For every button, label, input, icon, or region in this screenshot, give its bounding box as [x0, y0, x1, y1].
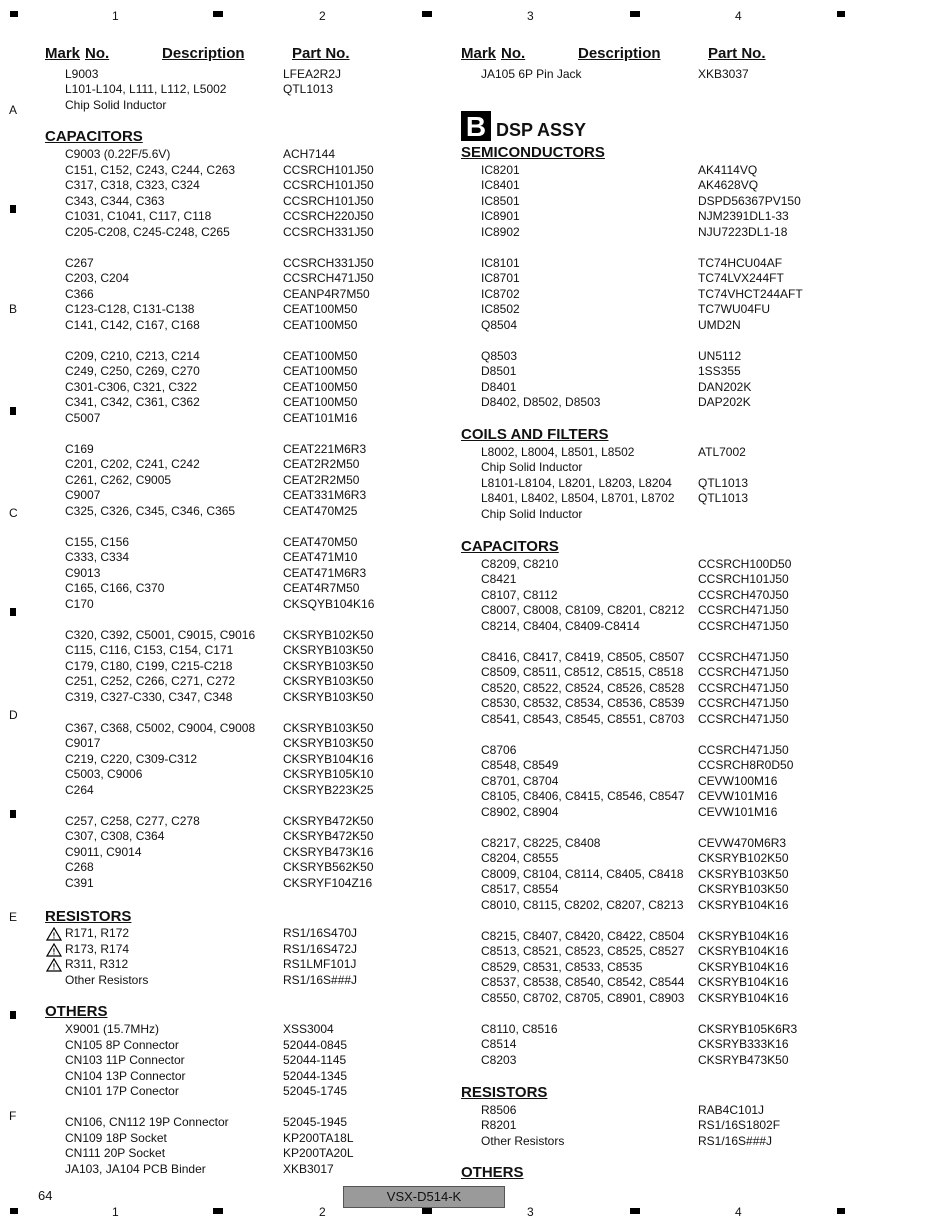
part-number: CEANP4R7M50: [283, 286, 370, 301]
part-description: C8530, C8532, C8534, C8536, C8539: [481, 696, 685, 710]
part-description: C8217, C8225, C8408: [481, 835, 601, 850]
part-number: DAP202K: [698, 395, 751, 409]
part-number: CEVW470M6R3: [698, 835, 787, 850]
part-description: C8550, C8702, C8705, C8901, C8903: [481, 990, 685, 1005]
part-description: C179, C180, C199, C215-C218: [65, 658, 233, 673]
safety-warning-icon: [46, 943, 62, 957]
row-letter: B: [9, 302, 18, 316]
part-number: 1SS355: [698, 364, 741, 378]
part-description: C319, C327-C330, C347, C348: [65, 689, 233, 704]
part-number: CEAT470M50: [283, 534, 358, 549]
part-description: L8002, L8004, L8501, L8502: [481, 444, 635, 459]
part-number: CCSRCH471J50: [698, 665, 789, 679]
part-description: Other Resistors: [65, 972, 149, 987]
part-number: CKSRYB103K50: [283, 658, 374, 673]
part-number: AK4628VQ: [698, 178, 759, 192]
part-description: R8506: [481, 1102, 517, 1117]
part-number: CKSRYB472K50: [283, 829, 374, 843]
header-part-no: Part No.: [292, 45, 350, 62]
part-description: C301-C306, C321, C322: [65, 379, 198, 394]
row-letter: F: [9, 1109, 17, 1123]
part-number: CKSRYB104K16: [283, 751, 374, 766]
part-number: RS1/16S###J: [698, 1133, 773, 1148]
part-description: IC8201: [481, 162, 520, 177]
part-description: C325, C326, C345, C346, C365: [65, 503, 236, 518]
part-description: CN103 11P Connector: [65, 1053, 185, 1067]
part-description: C8701, C8704: [481, 773, 559, 788]
header-mark: Mark: [461, 45, 497, 62]
others-heading: OTHERS: [461, 1164, 524, 1181]
part-description: C320, C392, C5001, C9015, C9016: [65, 627, 256, 642]
part-number: CCSRCH331J50: [283, 255, 374, 270]
part-number: CKSRYB105K6R3: [698, 1021, 798, 1036]
part-description: C257, C258, C277, C278: [65, 813, 200, 828]
capacitors-heading: CAPACITORS: [45, 128, 143, 145]
part-description: C367, C368, C5002, C9004, C9008: [65, 720, 256, 735]
part-number: 52045-1945: [283, 1115, 348, 1129]
part-number: KP200TA18L: [283, 1130, 354, 1145]
part-number: 52044-1345: [283, 1068, 348, 1083]
header-description: Description: [162, 45, 245, 62]
part-description: CN104 13P Connector: [65, 1068, 186, 1083]
part-description: C261, C262, C9005: [65, 472, 172, 487]
column-number: 4: [735, 9, 742, 23]
part-description: Q8504: [481, 317, 518, 332]
part-number: ACH7144: [283, 147, 336, 161]
header-no: No.: [85, 45, 110, 62]
part-description: CN101 17P Conector: [65, 1084, 179, 1098]
part-description: C8203: [481, 1052, 517, 1067]
part-description: C366: [65, 286, 94, 301]
part-description: IC8702: [481, 286, 520, 301]
registration-mark: [630, 11, 640, 17]
coils-heading: COILS AND FILTERS: [461, 426, 609, 443]
part-number: QTL1013: [698, 491, 749, 505]
part-description: C8204, C8555: [481, 851, 559, 865]
capacitors-heading: CAPACITORS: [461, 538, 559, 555]
part-description: C307, C308, C364: [65, 829, 165, 843]
part-description: C203, C204: [65, 271, 130, 285]
part-description: C151, C152, C243, C244, C263: [65, 162, 236, 177]
part-number: CEAT4R7M50: [283, 581, 360, 595]
part-description: C205-C208, C245-C248, C265: [65, 224, 230, 239]
part-description: JA103, JA104 PCB Binder: [65, 1161, 206, 1176]
part-description: C9003 (0.22F/5.6V): [65, 147, 171, 161]
part-description: C8421: [481, 572, 517, 586]
part-description: CN111 20P Socket: [65, 1146, 166, 1160]
part-number: CCSRCH220J50: [283, 209, 374, 223]
part-number: ATL7002: [698, 444, 746, 459]
part-number: CCSRCH470J50: [698, 587, 789, 602]
part-description: C343, C344, C363: [65, 193, 165, 208]
part-number: TC74LVX244FT: [698, 271, 784, 285]
assy-title: DSP ASSY: [496, 120, 587, 140]
part-description: C251, C252, C266, C271, C272: [65, 674, 236, 688]
header-no: No.: [501, 45, 526, 62]
part-number: CKSRYB105K10: [283, 767, 374, 781]
part-number: CEAT100M50: [283, 317, 358, 332]
part-number: CKSRYB473K50: [698, 1052, 789, 1067]
part-description: IC8501: [481, 193, 520, 208]
part-number: CEVW100M16: [698, 773, 778, 788]
part-description: C8541, C8543, C8545, C8551, C8703: [481, 711, 685, 726]
part-number: CKSRYB562K50: [283, 860, 374, 874]
part-description: C8548, C8549: [481, 758, 559, 772]
part-description: C8209, C8210: [481, 556, 559, 571]
part-number: XKB3037: [698, 66, 749, 81]
part-description: C8509, C8511, C8512, C8515, C8518: [481, 665, 684, 679]
part-description: Chip Solid Inductor: [481, 460, 583, 474]
part-number: CKSRYB102K50: [698, 851, 789, 865]
part-description: C5003, C9006: [65, 767, 143, 781]
part-number: CKSRYB103K50: [283, 674, 374, 688]
part-number: CKSRYB104K16: [698, 975, 789, 989]
part-number: CKSRYB103K50: [283, 736, 374, 750]
registration-mark: [10, 407, 16, 415]
part-number: DAN202K: [698, 379, 752, 394]
part-number: CCSRCH101J50: [698, 572, 789, 586]
part-number: CEAT100M50: [283, 395, 358, 409]
part-number: CKSRYB104K16: [698, 959, 789, 974]
part-number: LFEA2R2J: [283, 66, 342, 81]
registration-mark: [630, 1208, 640, 1214]
part-description: C9007: [65, 488, 101, 502]
part-description: C8517, C8554: [481, 882, 559, 896]
part-description: C155, C156: [65, 534, 130, 549]
part-number: CCSRCH331J50: [283, 224, 374, 239]
part-number: QTL1013: [698, 475, 749, 490]
part-number: CEAT100M50: [283, 379, 358, 394]
svg-text:!: !: [52, 962, 56, 972]
part-number: CEVW101M16: [698, 789, 778, 803]
part-description: C169: [65, 441, 94, 456]
part-description: JA105 6P Pin Jack: [481, 66, 582, 81]
part-description: Chip Solid Inductor: [481, 506, 583, 521]
part-description: C8010, C8115, C8202, C8207, C8213: [481, 897, 684, 912]
part-description: C8107, C8112: [481, 587, 558, 602]
part-description: C8105, C8406, C8415, C8546, C8547: [481, 789, 685, 803]
part-number: CEAT101M16: [283, 410, 358, 425]
part-number: DSPD56367PV150: [698, 193, 801, 208]
part-description: C333, C334: [65, 550, 130, 564]
registration-mark: [837, 11, 845, 17]
header-mark: Mark: [45, 45, 81, 62]
part-number: CKSRYB103K50: [698, 866, 789, 881]
part-description: L9003: [65, 66, 99, 81]
part-description: C141, C142, C167, C168: [65, 317, 200, 332]
part-description: R173, R174: [65, 941, 130, 956]
resistors-heading: RESISTORS: [45, 908, 132, 925]
part-description: C391: [65, 875, 94, 890]
registration-mark: [10, 608, 16, 616]
part-description: CN109 18P Socket: [65, 1130, 167, 1145]
part-number: CKSRYB104K16: [698, 897, 789, 912]
part-description: L8101-L8104, L8201, L8203, L8204: [481, 475, 672, 490]
part-number: CKSQYB104K16: [283, 596, 375, 611]
registration-mark: [422, 11, 432, 17]
registration-mark: [10, 205, 16, 213]
part-description: D8402, D8502, D8503: [481, 395, 601, 409]
part-description: IC8902: [481, 224, 520, 239]
part-number: CCSRCH471J50: [698, 618, 789, 633]
part-description: D8401: [481, 379, 517, 394]
part-description: C8513, C8521, C8523, C8525, C8527: [481, 944, 685, 958]
part-description: IC8701: [481, 271, 520, 285]
part-number: CEAT100M50: [283, 302, 358, 316]
part-number: RS1/16S1802F: [698, 1118, 781, 1132]
part-number: 52045-1745: [283, 1084, 348, 1098]
part-description: C9011, C9014: [65, 844, 142, 859]
column-number: 1: [112, 9, 119, 23]
column-number: 2: [319, 1205, 326, 1219]
row-letter: E: [9, 910, 18, 924]
part-description: C268: [65, 860, 94, 874]
part-description: C115, C116, C153, C154, C171: [65, 643, 234, 657]
part-number: CKSRYB103K50: [698, 882, 789, 896]
part-number: CEAT221M6R3: [283, 441, 367, 456]
part-number: QTL1013: [283, 82, 334, 96]
part-number: UMD2N: [698, 317, 741, 332]
part-number: CCSRCH8R0D50: [698, 758, 794, 772]
part-description: C209, C210, C213, C214: [65, 348, 200, 363]
part-description: R171, R172: [65, 926, 130, 940]
part-number: CCSRCH471J50: [698, 696, 789, 710]
column-number: 1: [112, 1205, 119, 1219]
part-description: CN106, CN112 19P Connector: [65, 1115, 229, 1129]
part-number: TC74HCU04AF: [698, 255, 783, 270]
row-letter: C: [9, 506, 18, 520]
part-number: RAB4C101J: [698, 1102, 765, 1117]
part-description: C8529, C8531, C8533, C8535: [481, 959, 643, 974]
part-description: C8214, C8404, C8409-C8414: [481, 618, 640, 633]
part-description: C8537, C8538, C8540, C8542, C8544: [481, 975, 685, 989]
part-number: NJM2391DL1-33: [698, 209, 789, 223]
part-description: C201, C202, C241, C242: [65, 457, 200, 471]
column-number: 3: [527, 1205, 534, 1219]
part-number: XSS3004: [283, 1022, 334, 1036]
registration-mark: [10, 1011, 16, 1019]
part-description: L8401, L8402, L8504, L8701, L8702: [481, 491, 675, 505]
part-number: RS1LMF101J: [283, 957, 357, 971]
part-number: CCSRCH471J50: [698, 603, 789, 617]
part-number: CCSRCH101J50: [283, 178, 374, 192]
column-number: 3: [527, 9, 534, 23]
part-number: TC7WU04FU: [698, 302, 771, 316]
part-description: L101-L104, L111, L112, L5002: [65, 82, 227, 96]
safety-warning-icon: [46, 958, 62, 972]
part-description: C8520, C8522, C8524, C8526, C8528: [481, 680, 685, 695]
part-description: R8201: [481, 1118, 517, 1132]
part-description: C8009, C8104, C8114, C8405, C8418: [481, 866, 684, 881]
part-number: CEAT100M50: [283, 348, 358, 363]
part-number: CEVW101M16: [698, 804, 778, 819]
part-number: CKSRYB102K50: [283, 627, 374, 642]
part-description: C170: [65, 596, 94, 611]
part-description: C8706: [481, 742, 517, 757]
part-number: CKSRYB103K50: [283, 643, 374, 657]
part-description: C5007: [65, 410, 101, 425]
part-description: C341, C342, C361, C362: [65, 395, 200, 409]
part-description: IC8502: [481, 302, 520, 316]
part-description: C8416, C8417, C8419, C8505, C8507: [481, 649, 685, 664]
part-number: CEAT470M25: [283, 503, 358, 518]
part-number: NJU7223DL1-18: [698, 224, 788, 239]
semiconductors-heading: SEMICONDUCTORS: [461, 144, 605, 161]
part-description: Other Resistors: [481, 1133, 565, 1148]
part-description: CN105 8P Connector: [65, 1037, 179, 1052]
part-description: C165, C166, C370: [65, 581, 165, 595]
part-number: CKSRYB223K25: [283, 782, 374, 797]
part-number: CCSRCH101J50: [283, 162, 374, 177]
part-description: D8501: [481, 364, 517, 378]
part-description: IC8401: [481, 178, 520, 192]
part-description: C8514: [481, 1037, 517, 1051]
part-number: 52044-1145: [283, 1053, 347, 1067]
part-description: Chip Solid Inductor: [65, 97, 167, 112]
part-number: CKSRYB473K16: [283, 844, 374, 859]
registration-mark: [213, 1208, 223, 1214]
part-description: C317, C318, C323, C324: [65, 178, 200, 192]
part-number: TC74VHCT244AFT: [698, 286, 803, 301]
registration-mark: [10, 1208, 18, 1214]
registration-mark: [837, 1208, 845, 1214]
part-number: CKSRYB333K16: [698, 1037, 789, 1051]
page-number: 64: [38, 1188, 53, 1203]
model-name: VSX-D514-K: [343, 1186, 505, 1208]
part-number: RS1/16S470J: [283, 926, 358, 940]
part-description: X9001 (15.7MHz): [65, 1022, 160, 1036]
part-description: C1031, C1041, C117, C118: [65, 209, 212, 223]
registration-mark: [422, 1208, 432, 1214]
part-number: CEAT100M50: [283, 364, 358, 378]
row-letter: D: [9, 708, 18, 722]
registration-mark: [10, 810, 16, 818]
part-number: CKSRYB472K50: [283, 813, 374, 828]
part-number: CEAT471M10: [283, 550, 358, 564]
part-description: C264: [65, 782, 94, 797]
part-number: CKSRYB103K50: [283, 720, 374, 735]
part-description: IC8101: [481, 255, 520, 270]
part-number: CKSRYB104K16: [698, 990, 789, 1005]
part-number: CKSRYF104Z16: [283, 875, 373, 890]
header-part-no: Part No.: [708, 45, 766, 62]
part-number: CCSRCH471J50: [283, 271, 374, 285]
svg-text:!: !: [52, 947, 56, 956]
part-description: C123-C128, C131-C138: [65, 302, 195, 316]
part-number: CEAT471M6R3: [283, 565, 367, 580]
header-description: Description: [578, 45, 661, 62]
part-number: RS1/16S472J: [283, 941, 358, 956]
part-description: C8007, C8008, C8109, C8201, C8212: [481, 603, 685, 617]
part-number: CCSRCH471J50: [698, 711, 789, 726]
svg-text:!: !: [52, 931, 56, 941]
column-number: 4: [735, 1205, 742, 1219]
part-number: CEAT331M6R3: [283, 488, 367, 502]
row-letter: A: [9, 103, 18, 117]
part-description: Q8503: [481, 348, 518, 363]
part-number: CKSRYB104K16: [698, 944, 789, 958]
registration-mark: [10, 11, 18, 17]
part-number: KP200TA20L: [283, 1146, 354, 1160]
assy-letter-box: B: [461, 111, 491, 141]
part-number: 52044-0845: [283, 1037, 348, 1052]
part-number: XKB3017: [283, 1161, 334, 1176]
part-description: C8902, C8904: [481, 804, 559, 819]
part-description: C219, C220, C309-C312: [65, 751, 198, 766]
part-number: CCSRCH100D50: [698, 556, 792, 571]
part-description: C9013: [65, 565, 101, 580]
part-description: R311, R312: [65, 957, 129, 971]
part-number: CCSRCH471J50: [698, 649, 789, 664]
part-number: CCSRCH471J50: [698, 742, 789, 757]
part-number: CCSRCH471J50: [698, 680, 789, 695]
part-description: C9017: [65, 736, 101, 750]
part-number: UN5112: [698, 348, 742, 363]
resistors-heading: RESISTORS: [461, 1084, 548, 1101]
part-description: C249, C250, C269, C270: [65, 364, 200, 378]
part-number: CCSRCH101J50: [283, 193, 374, 208]
safety-warning-icon: [46, 927, 62, 941]
part-description: C8215, C8407, C8420, C8422, C8504: [481, 928, 685, 943]
part-number: CEAT2R2M50: [283, 457, 360, 471]
part-description: C267: [65, 255, 94, 270]
part-number: CKSRYB103K50: [283, 689, 374, 704]
part-number: CKSRYB104K16: [698, 928, 789, 943]
part-number: CEAT2R2M50: [283, 472, 360, 487]
part-description: IC8901: [481, 209, 520, 223]
registration-mark: [213, 11, 223, 17]
part-number: AK4114VQ: [698, 162, 758, 177]
part-number: RS1/16S###J: [283, 972, 358, 987]
column-number: 2: [319, 9, 326, 23]
part-description: C8110, C8516: [481, 1021, 558, 1036]
others-heading: OTHERS: [45, 1003, 108, 1020]
